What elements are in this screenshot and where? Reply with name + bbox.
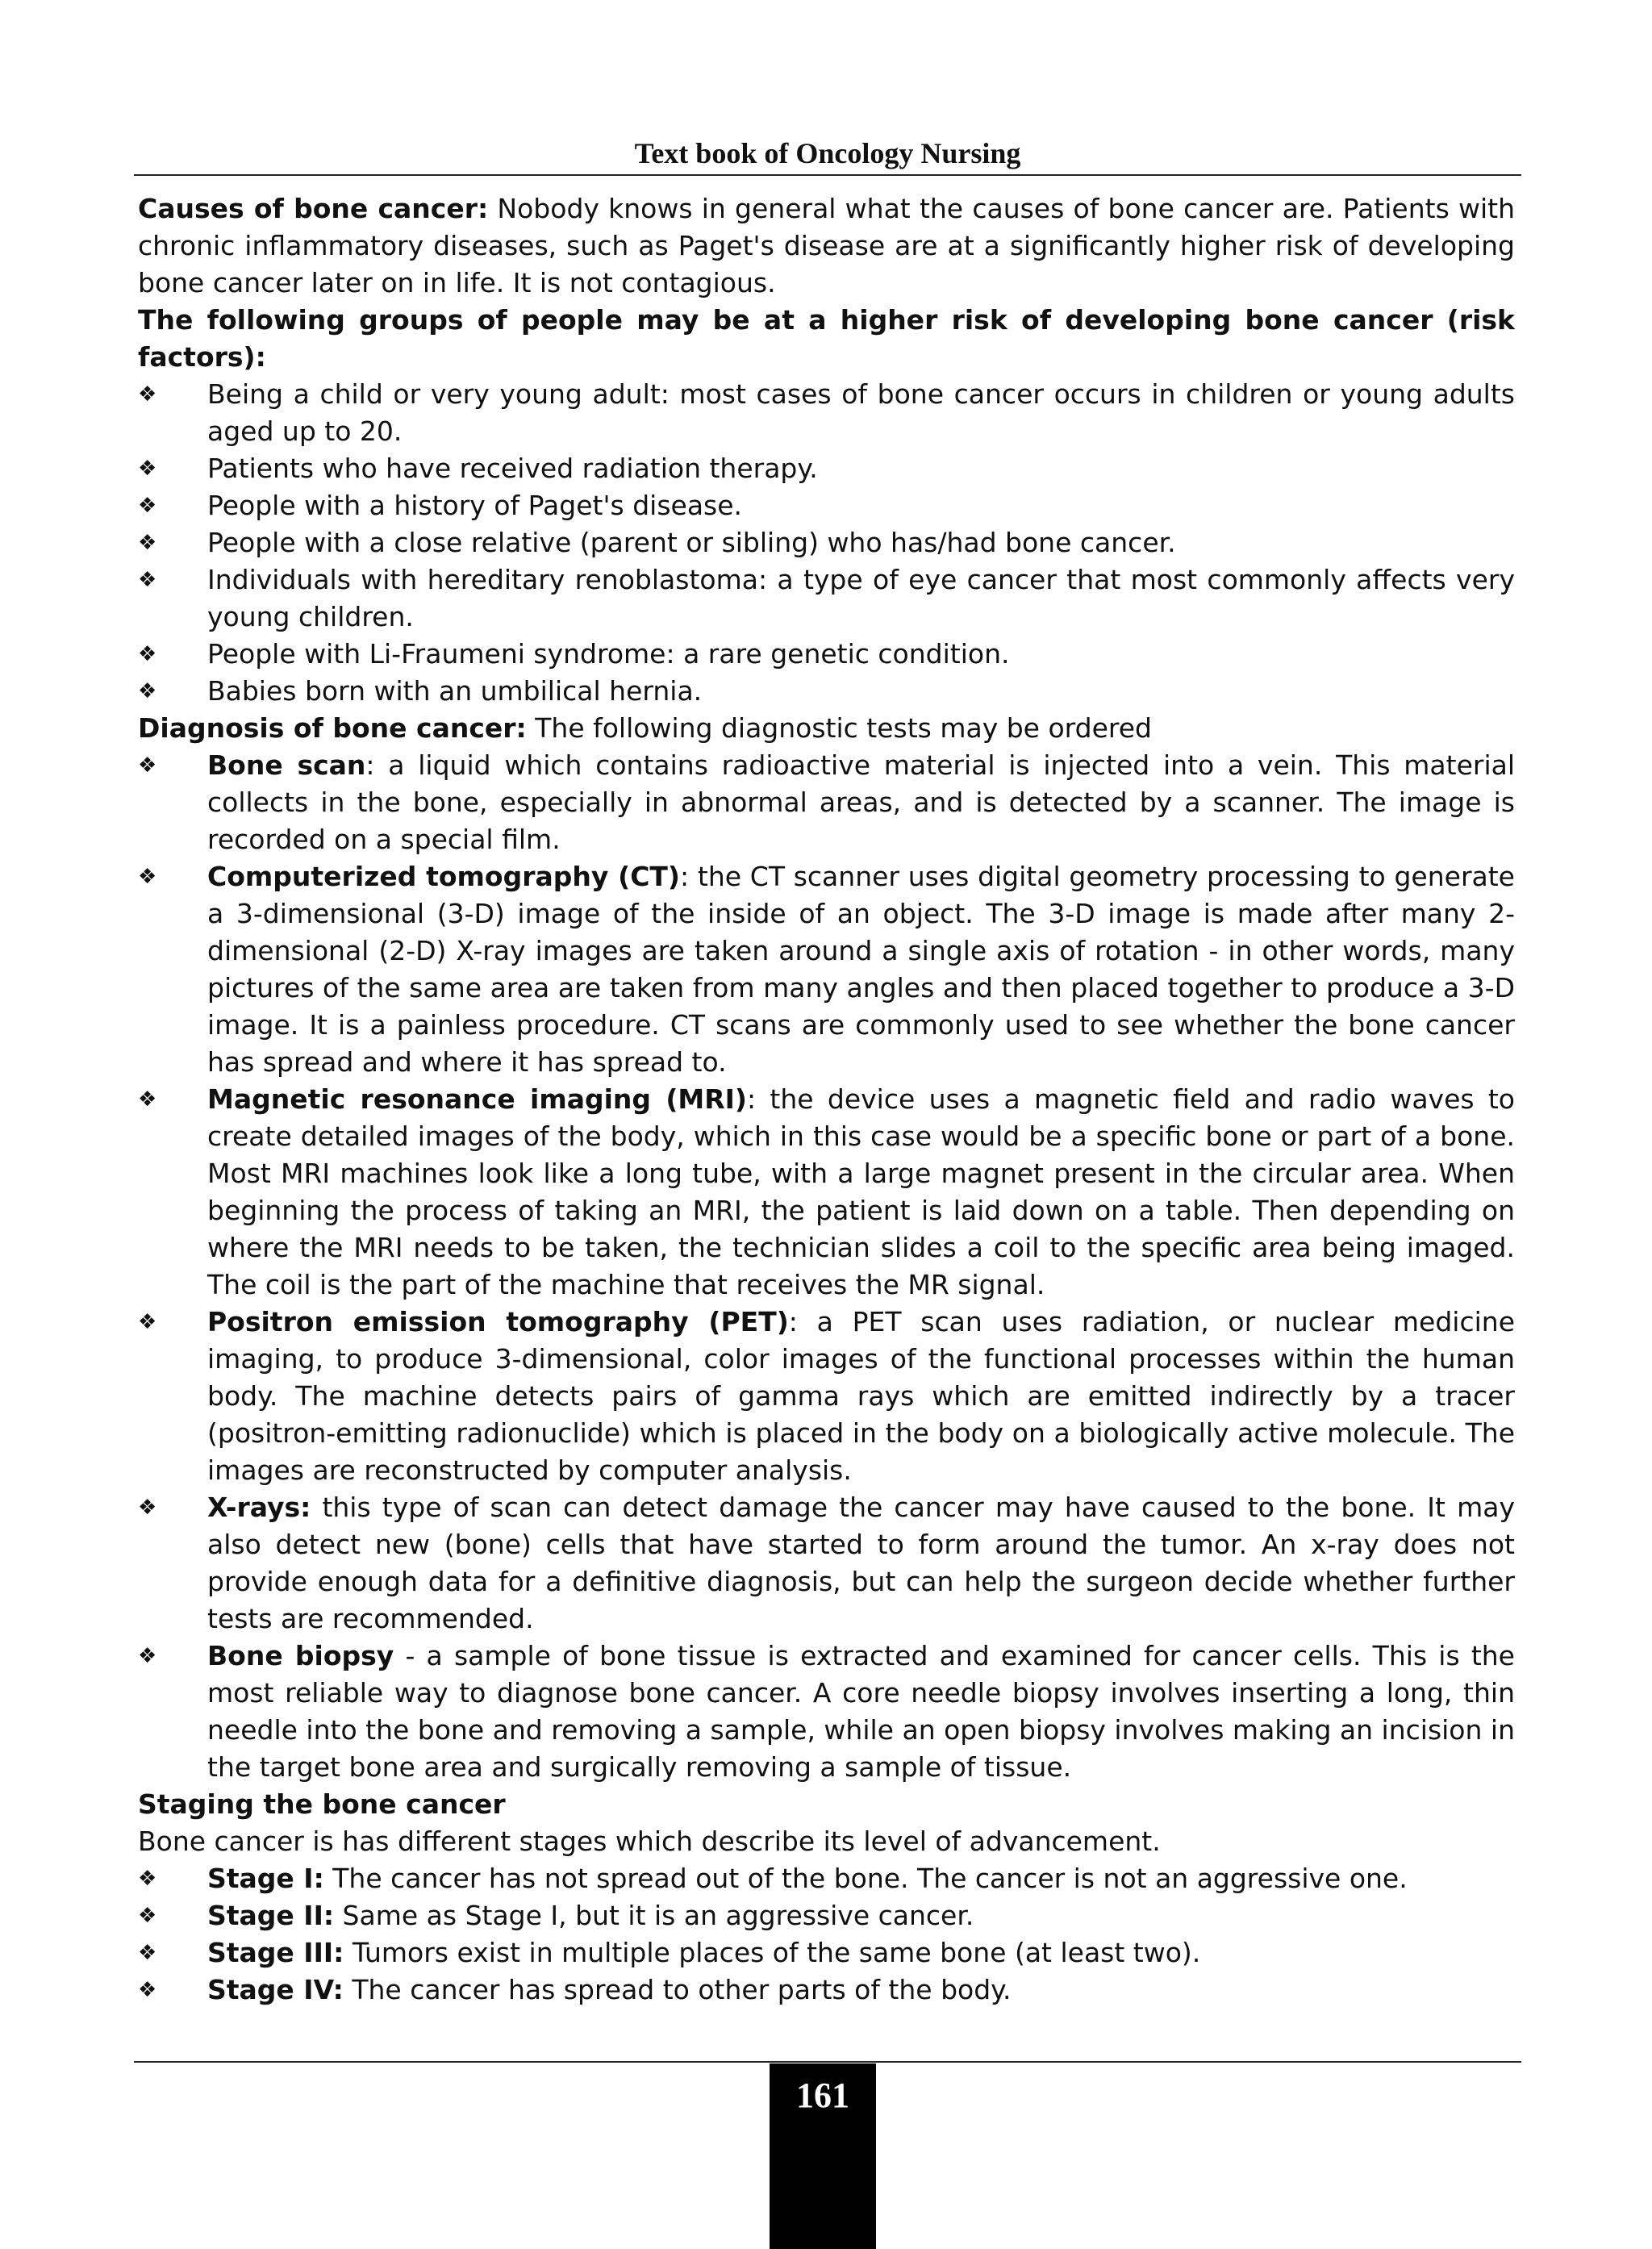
stage-label: Stage II:: [207, 1900, 335, 1931]
bullet-diamond-icon: ❖: [138, 382, 157, 407]
list-item-text: this type of scan can detect damage the cancer may have caused to the bone. It may also detect new (bone) cells that have started to form around the tumor. An x-ray does not provide enough data for a definitive diagnosis, but can help the surgeon decide whether further tests are recommended.: [207, 1492, 1515, 1634]
bullet-diamond-icon: ❖: [138, 1978, 157, 2002]
list-item: [138, 1489, 1515, 1638]
bullet-diamond-icon: ❖: [138, 457, 157, 481]
header-divider: [134, 174, 1521, 176]
bullet-diamond-icon: ❖: [138, 568, 157, 592]
list-item-text: People with Li-Fraumeni syndrome: a rare genetic condition.: [207, 638, 1010, 670]
causes-text: Nobody knows in general what the causes of bone cancer are. Patients with chronic inflammatory diseases, such as Paget's disease are at a significantly higher risk of developing bone cancer later on in life. It is not contagious.: [138, 193, 1515, 298]
diagnosis-list: [138, 747, 1515, 1786]
bullet-diamond-icon: ❖: [138, 1904, 157, 1928]
staging-intro: Bone cancer is has different stages which describe its level of advancement.: [138, 1825, 1161, 1857]
list-item-text: the CT scanner uses digital geometry processing to generate a 3-dimensional (3-D) image of the inside of an object. The 3-D image is made after many 2-dimensional (2-D) X-ray images are taken around a single axis of rotation - in other words, many pictures of the same area are taken from many angles and then placed together to produce a 3-D image. It is a painless procedure. CT scans are commonly used to see whether the bone cancer has spread and where it has spread to.: [207, 861, 1515, 1078]
list-item-term: X-rays:: [207, 1492, 311, 1523]
stage-text: Same as Stage I, but it is an aggressive cancer.: [334, 1900, 974, 1931]
list-item: [138, 1638, 1515, 1786]
list-item-separator: :: [365, 749, 375, 781]
bullet-diamond-icon: ❖: [138, 1310, 157, 1334]
bullet-diamond-icon: ❖: [138, 753, 157, 778]
page-number: 161: [796, 2076, 849, 2115]
staging-list: [138, 1860, 1515, 2009]
page-number-tab: [770, 2063, 876, 2249]
list-item-text: People with a close relative (parent or sibling) who has/had bone cancer.: [207, 527, 1176, 558]
running-header: Text book of Oncology Nursing: [634, 137, 1021, 169]
list-item-separator: :: [680, 861, 690, 892]
stage-text: The cancer has not spread out of the bone. The cancer is not an aggressive one.: [323, 1863, 1408, 1894]
stage-text: Tumors exist in multiple places of the same bone (at least two).: [344, 1937, 1201, 1968]
list-item: [138, 1081, 1515, 1304]
list-item-text: a liquid which contains radioactive material is injected into a vein. This material collects in the bone, especially in abnormal areas, and is detected by a scanner. The image is recorded on a special film.: [207, 749, 1516, 855]
list-item: [138, 561, 1515, 636]
bullet-diamond-icon: ❖: [138, 494, 157, 518]
footer-divider: [134, 2061, 1521, 2063]
risk-factors-list: [138, 376, 1515, 710]
list-item-text: the device uses a magnetic field and radio waves to create detailed images of the body, which in this case would be a specific bone or part of a bone. Most MRI machines look like a long tube, with a large magnet present in the circular area. When beginning the process of taking an MRI, the patient is laid down on a table. Then depending on where the MRI needs to be taken, the technician slides a coil to the specific area being imaged. The coil is the part of the machine that receives the MR signal.: [207, 1083, 1516, 1300]
page-body: [138, 190, 1515, 2009]
bullet-diamond-icon: ❖: [138, 531, 157, 555]
bullet-diamond-icon: ❖: [138, 642, 157, 666]
list-item-text: - a sample of bone tissue is extracted and examined for cancer cells. This is the most reliable way to diagnose bone cancer. A core needle biopsy involves inserting a long, thin needle into the bone and removing a sample, while an open biopsy involves making an incision in the target bone area and surgically removing a sample of tissue.: [207, 1640, 1515, 1783]
list-item-term: Positron emission tomography (PET): [207, 1306, 789, 1337]
diagnosis-paragraph: [138, 710, 1515, 747]
list-item-text: People with a history of Paget's disease.: [207, 490, 743, 521]
stage-label: Stage IV:: [207, 1974, 344, 2005]
list-item: [138, 376, 1515, 450]
list-item-term: Magnetic resonance imaging (MRI): [207, 1083, 748, 1115]
list-item-term: Bone scan: [207, 749, 366, 781]
list-item: [138, 1934, 1515, 1972]
bullet-diamond-icon: ❖: [138, 865, 157, 889]
list-item-text: Individuals with hereditary renoblastoma: a type of eye cancer that most commonly affects very young children.: [207, 564, 1515, 632]
list-item-text: a PET scan uses radiation, or nuclear medicine imaging, to produce 3-dimensional, color images of the functional processes within the human body. The machine detects pairs of gamma rays which are emitted indirectly by a tracer (positron-emitting radionuclide) which is placed in the body on a biologically active molecule. The images are reconstructed by computer analysis.: [207, 1306, 1515, 1486]
list-item: [138, 858, 1515, 1081]
list-item-text: Being a child or very young adult: most cases of bone cancer occurs in children or young adults aged up to 20.: [207, 378, 1515, 447]
bullet-diamond-icon: ❖: [138, 1087, 157, 1112]
list-item: [138, 1897, 1515, 1934]
diagnosis-text: The following diagnostic tests may be ordered: [526, 712, 1152, 744]
list-item-term: Bone biopsy: [207, 1640, 394, 1671]
risk-factors-heading: The following groups of people may be at a higher risk of developing bone cancer (risk factors):: [138, 304, 1515, 373]
stage-label: Stage III:: [207, 1937, 344, 1968]
list-item-term: Computerized tomography (CT): [207, 861, 681, 892]
staging-heading: Staging the bone cancer: [138, 1788, 506, 1820]
bullet-diamond-icon: ❖: [138, 1496, 157, 1520]
bullet-diamond-icon: ❖: [138, 679, 157, 703]
list-item: [138, 747, 1515, 858]
list-item: [138, 1304, 1515, 1489]
list-item: [138, 673, 1515, 710]
list-item: [138, 487, 1515, 524]
stage-text: The cancer has spread to other parts of the body.: [343, 1974, 1012, 2005]
bullet-diamond-icon: ❖: [138, 1867, 157, 1891]
bullet-diamond-icon: ❖: [138, 1941, 157, 1965]
list-item: [138, 450, 1515, 487]
list-item: [138, 524, 1515, 561]
causes-paragraph: [138, 190, 1515, 302]
list-item: [138, 1972, 1515, 2009]
list-item: [138, 1860, 1515, 1897]
causes-label: Causes of bone cancer:: [138, 193, 489, 224]
stage-label: Stage I:: [207, 1863, 324, 1894]
list-item-separator: :: [747, 1083, 757, 1115]
bullet-diamond-icon: ❖: [138, 1644, 157, 1668]
list-item-separator: :: [788, 1306, 798, 1337]
diagnosis-label: Diagnosis of bone cancer:: [138, 712, 527, 744]
list-item: [138, 636, 1515, 673]
list-item-text: Babies born with an umbilical hernia.: [207, 675, 703, 707]
list-item-text: Patients who have received radiation therapy.: [207, 453, 818, 484]
